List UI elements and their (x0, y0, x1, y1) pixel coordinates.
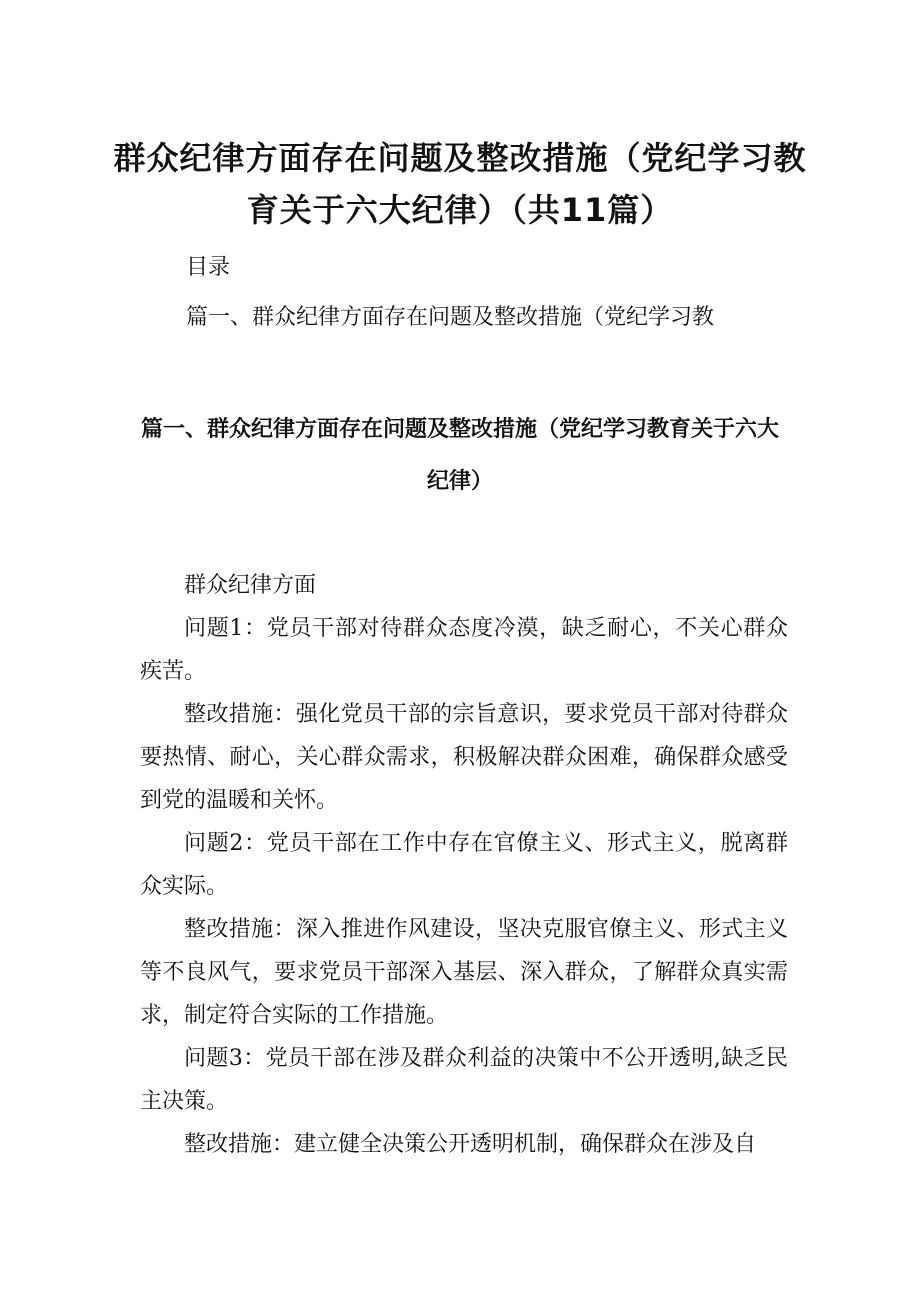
paragraph-measure-1: 整改措施：强化党员干部的宗旨意识，要求党员干部对待群众要热情、耐心，关心群众需求，积极解决群众困难，确保群众感受到党的温暖和关怀。 (140, 702, 788, 813)
paragraph-problem-2: 问题2：党员干部在工作中存在官僚主义、形式主义，脱离群众实际。 (140, 831, 788, 899)
paragraph-problem-1: 问题1：党员干部对待群众态度冷漠，缺乏耐心，不关心群众疾苦。 (140, 616, 788, 684)
paragraph-measure-3: 整改措施：建立健全决策公开透明机制，确保群众在涉及自 (184, 1132, 757, 1157)
paragraph-measure-2: 整改措施：深入推进作风建设，坚决克服官僚主义、形式主义等不良风气，要求党员干部深入基层、深入群众，了解群众真实需求，制定符合实际的工作措施。 (140, 917, 788, 1028)
paragraph-subheading: 群众纪律方面 (184, 573, 317, 598)
toc-label: 目录 (186, 255, 231, 280)
document-body (140, 564, 788, 1166)
paragraph-problem-3: 问题3：党员干部在涉及群众利益的决策中不公开透明,缺乏民主决策。 (140, 1046, 788, 1114)
document-title: 群众纪律方面存在问题及整改措施（党纪学习教育关于六大纪律）（共11篇） (113, 139, 807, 229)
section-heading: 篇一、群众纪律方面存在问题及整改措施（党纪学习教育关于六大纪律） (140, 417, 779, 494)
toc-item[interactable]: 篇一、群众纪律方面存在问题及整改措施（党纪学习教 (186, 305, 715, 330)
